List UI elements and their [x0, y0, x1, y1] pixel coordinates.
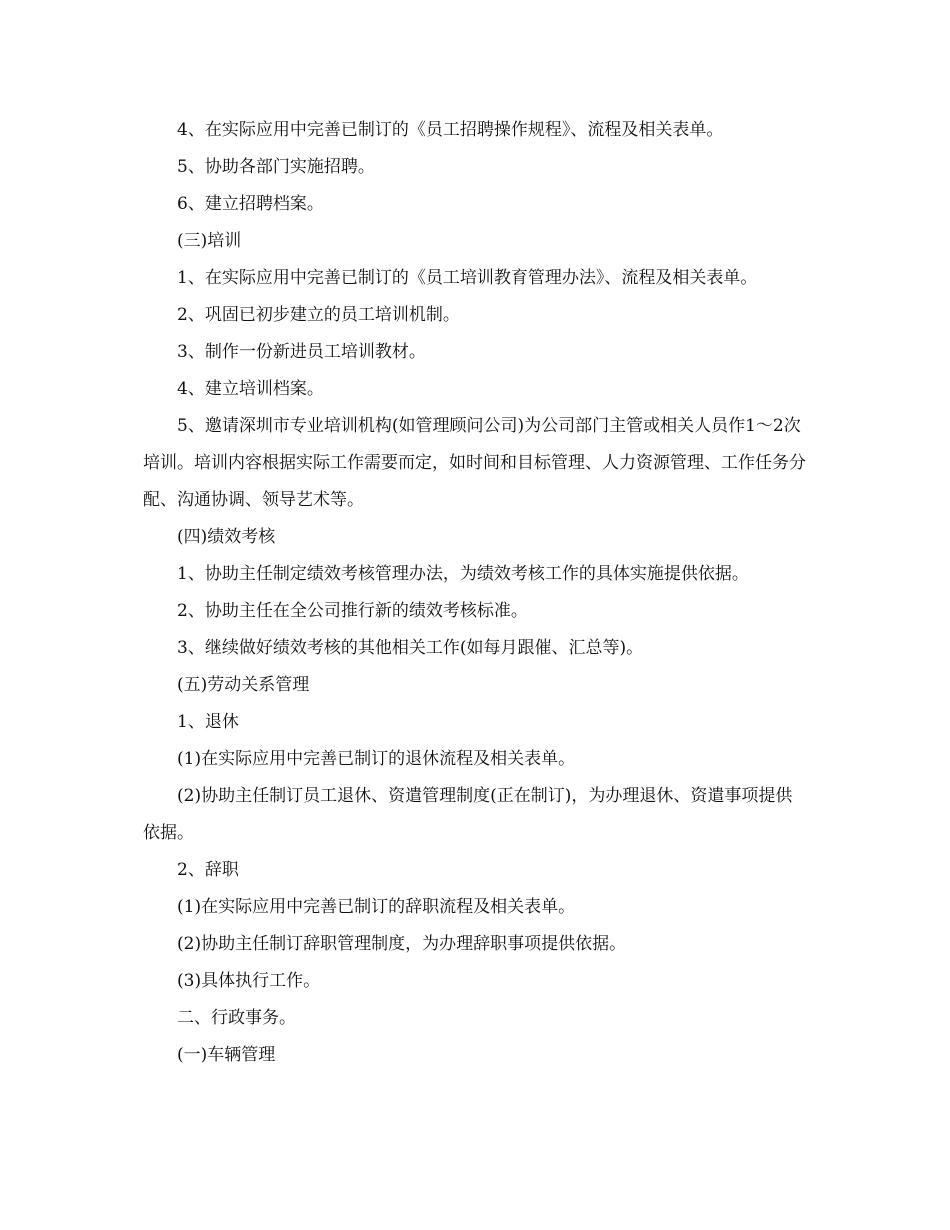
paragraph: (2)协助主任制订员工退休、资遣管理制度(正在制订)，为办理退休、资遣事项提供依据。 [143, 786, 793, 843]
subsection-heading: 1、退休 [177, 712, 239, 732]
section-heading: (一)车辆管理 [177, 1045, 276, 1065]
paragraph: 5、邀请深圳市专业培训机构(如管理顾问公司)为公司部门主管或相关人员作1～2次培训。培训内容根据实际工作需要而定，如时间和目标管理、人力资源管理、工作任务分配、沟通协调、领导艺术等。 [143, 416, 806, 510]
paragraph: 3、制作一份新进员工培训教材。 [177, 342, 426, 362]
paragraph: (2)协助主任制订辞职管理制度，为办理辞职事项提供依据。 [177, 934, 627, 954]
paragraph: 1、协助主任制定绩效考核管理办法，为绩效考核工作的具体实施提供依据。 [177, 564, 749, 584]
paragraph: 6、建立招聘档案。 [177, 194, 324, 214]
paragraph: (1)在实际应用中完善已制订的退休流程及相关表单。 [177, 749, 576, 769]
chapter-heading: 二、行政事务。 [177, 1008, 296, 1028]
section-heading: (四)绩效考核 [177, 527, 276, 547]
paragraph: 5、协助各部门实施招聘。 [177, 157, 375, 177]
paragraph: 2、协助主任在全公司推行新的绩效考核标准。 [177, 601, 528, 621]
paragraph: 3、继续做好绩效考核的其他相关工作(如每月跟催、汇总等)。 [177, 638, 644, 658]
subsection-heading: 2、辞职 [177, 860, 239, 880]
document-body [143, 112, 808, 1074]
paragraph: 4、在实际应用中完善已制订的《员工招聘操作规程》、流程及相关表单。 [177, 120, 724, 140]
section-heading: (三)培训 [177, 231, 242, 251]
paragraph: 4、建立培训档案。 [177, 379, 324, 399]
paragraph: (1)在实际应用中完善已制订的辞职流程及相关表单。 [177, 897, 576, 917]
section-heading: (五)劳动关系管理 [177, 675, 310, 695]
paragraph: 1、在实际应用中完善已制订的《员工培训教育管理办法》、流程及相关表单。 [177, 268, 758, 288]
paragraph: 2、巩固已初步建立的员工培训机制。 [177, 305, 460, 325]
paragraph: (3)具体执行工作。 [177, 971, 321, 991]
